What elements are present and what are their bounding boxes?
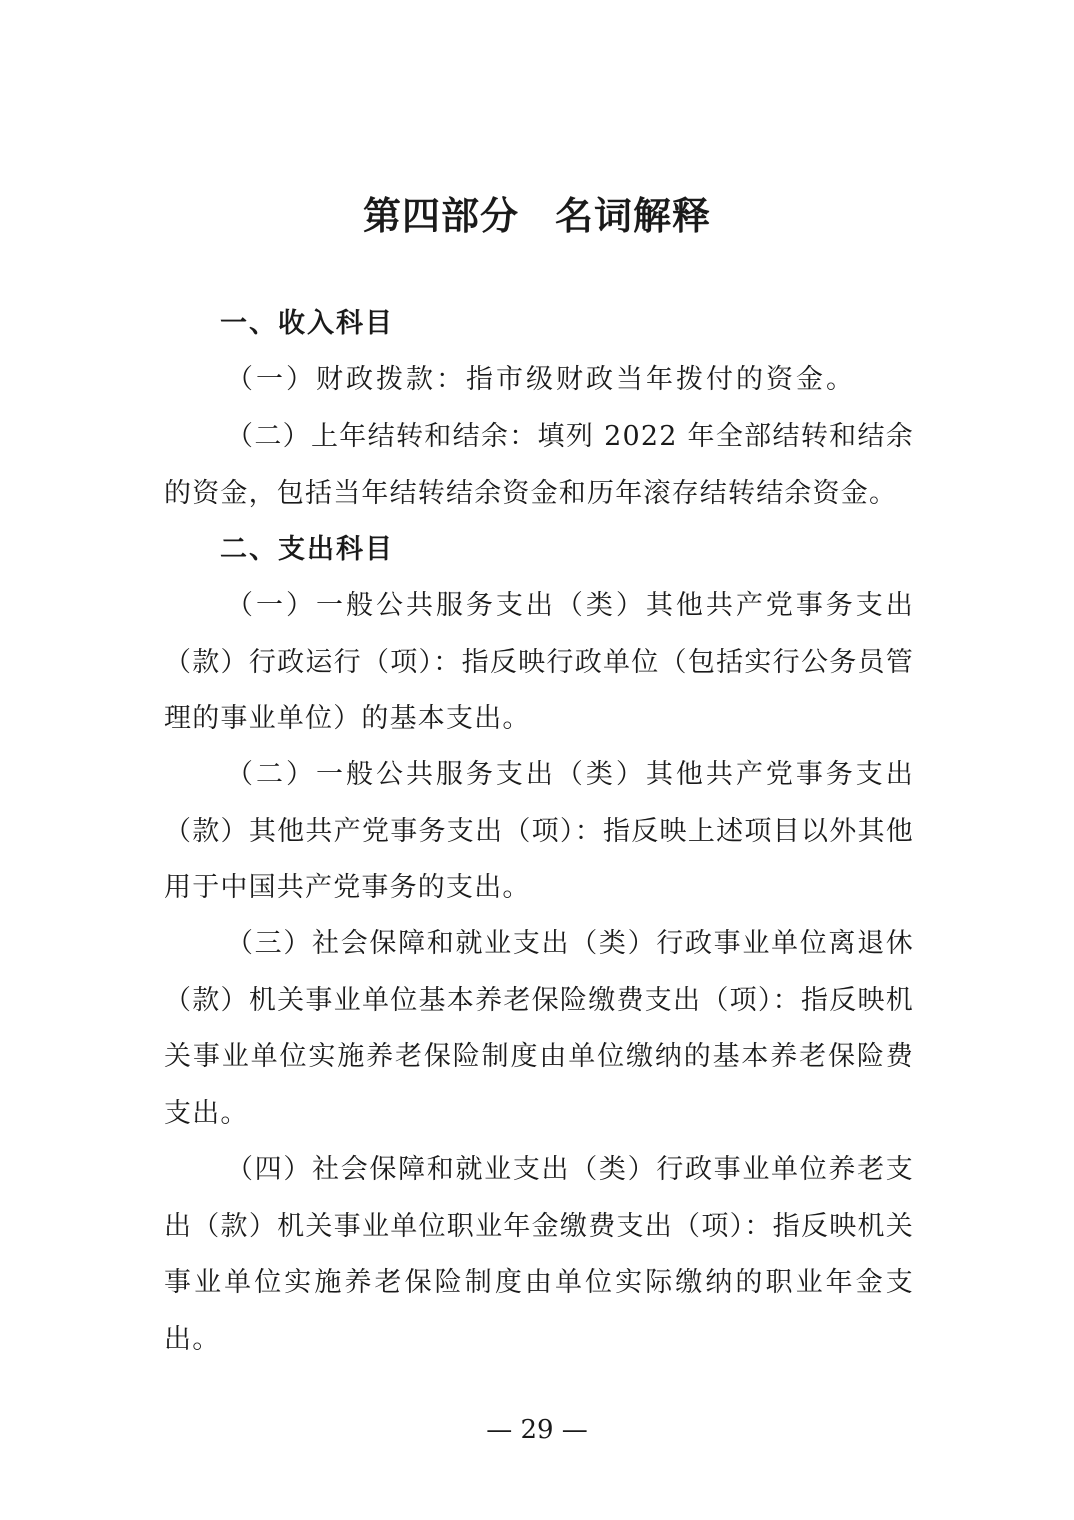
paragraph-expenditure-2: （二）一般公共服务支出（类）其他共产党事务支出（款）其他共产党事务支出（项）：指反映上述项目以外其他用于中国共产党事务的支出。 [164, 759, 914, 903]
paragraph-fiscal-appropriation: （一）财政拨款：指市级财政当年拨付的资金。 [226, 364, 856, 395]
page-number: — 29 — [486, 1415, 588, 1445]
paragraph-prior-year-carryover: （二）上年结转和结余：填列 2022 年全部结转和结余的资金，包括当年结转结余资金和历年滚存结转结余资金。 [164, 421, 914, 509]
paragraph-expenditure-3: （三）社会保障和就业支出（类）行政事业单位离退休（款）机关事业单位基本养老保险缴费支出（项）：指反映机关事业单位实施养老保险制度由单位缴纳的基本养老保险费支出。 [164, 928, 914, 1129]
title-name: 名词解释 [555, 194, 712, 238]
paragraph-expenditure-4: （四）社会保障和就业支出（类）行政事业单位养老支出（款）机关事业单位职业年金缴费支出（项）：指反映机关事业单位实施养老保险制度由单位实际缴纳的职业年金支出。 [164, 1154, 914, 1355]
section-heading-expenditure: 二、支出科目 [220, 534, 394, 565]
paragraph-expenditure-1: （一）一般公共服务支出（类）其他共产党事务支出（款）行政运行（项）：指反映行政单位（包括实行公务员管理的事业单位）的基本支出。 [164, 590, 914, 734]
section-heading-income: 一、收入科目 [220, 308, 394, 339]
title-part: 第四部分 [362, 194, 519, 238]
page-title [0, 188, 1074, 244]
